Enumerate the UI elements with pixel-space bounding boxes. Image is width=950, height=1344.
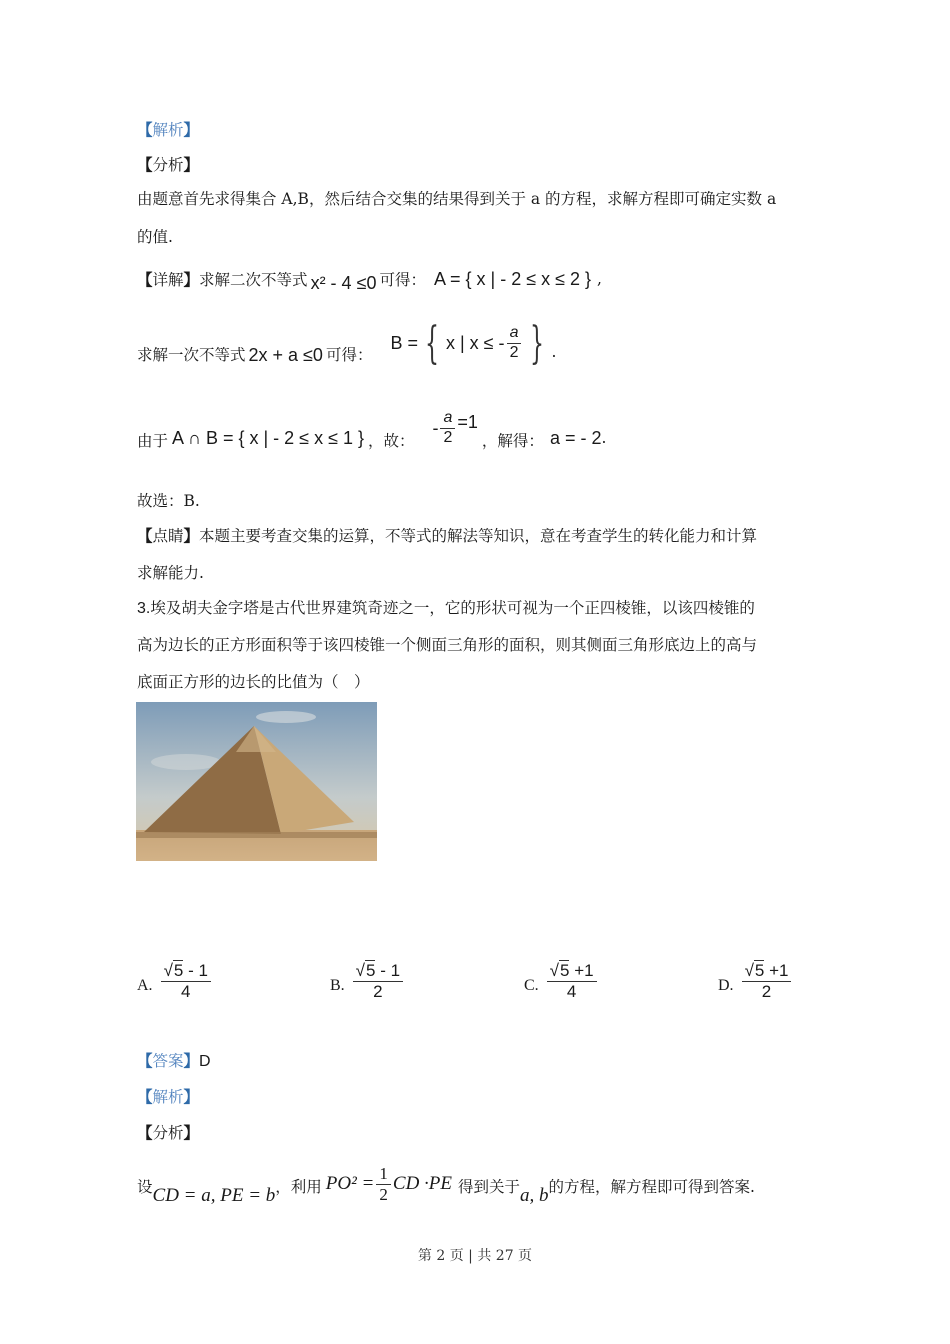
dianjing-label: 点睛 <box>152 527 184 545</box>
text: 由于 <box>137 432 169 451</box>
page-footer: 第 2 页 | 共 27 页 <box>417 1248 533 1264</box>
denominator: 2 <box>373 981 383 1001</box>
option-label: B. <box>330 977 345 995</box>
denominator: 2 <box>443 428 453 446</box>
bracket-close: 】 <box>183 120 200 139</box>
numerator-rest: - 1 <box>183 961 208 980</box>
guxuan-line: 故选：B. <box>137 492 200 510</box>
radicand: 5 <box>366 961 376 980</box>
denominator: 2 <box>509 344 519 361</box>
numerator-rest: +1 <box>569 961 594 980</box>
period: . <box>601 429 607 448</box>
cd-pe-expr: CD = a, PE = b <box>152 1185 276 1207</box>
ab-expr: a, b <box>520 1185 549 1207</box>
fenxi-formula-line <box>137 1164 755 1207</box>
fenxi-label: 分析 <box>152 156 184 174</box>
denominator: 4 <box>566 981 577 1001</box>
brace-open: { <box>425 318 439 369</box>
answer-label: 答案 <box>152 1052 184 1070</box>
brace-close: } <box>530 318 545 369</box>
intersection-line <box>137 409 607 451</box>
option-fraction <box>742 962 792 1001</box>
minus-sign: - <box>432 417 439 438</box>
equals-one: =1 <box>457 411 478 432</box>
text: 埃及胡夫金字塔是古代世界建筑奇迹之一，它的形状可视为一个正四棱锥，以该四棱锥的 <box>150 599 755 617</box>
inequality-expr: x² - 4 ≤0 <box>310 272 377 293</box>
xiangjie-line1: 【 详解 】 求解二次不等式 x² - 4 ≤0 可得： A = { x | - 2 ≤ x ≤ 2 } , <box>137 268 602 293</box>
radicand: 5 <box>173 961 184 980</box>
jiexi-label: 解析 <box>152 121 184 139</box>
intersection-expr: A ∩ B = { x | - 2 ≤ x ≤ 1 } <box>172 427 364 448</box>
cd-pe-product: CD ·PE <box>392 1173 452 1195</box>
option-label: C. <box>524 977 539 995</box>
pyramid-photo <box>136 702 377 861</box>
sqrt-icon: √ <box>163 961 173 980</box>
fenxi-heading: 【分析】 <box>137 155 200 174</box>
text: 求解二次不等式 <box>199 271 308 289</box>
option-label: A. <box>137 977 153 995</box>
text: ，故： <box>367 432 415 451</box>
numerator: 1 <box>376 1165 391 1185</box>
set-b-expr: x | x ≤ - <box>446 333 505 353</box>
set-a-expr: A = { x | - 2 ≤ x ≤ 2 } <box>433 268 591 289</box>
dianjing-line2: 求解能力. <box>137 564 204 582</box>
question3-line1 <box>137 596 755 618</box>
fenxi-line1: 由题意首先求得集合 A,B，然后结合交集的结果得到关于 a 的方程，求解方程即可确定实数 a <box>137 190 777 208</box>
option-fraction <box>353 962 403 1001</box>
option-label: D. <box>718 977 734 995</box>
numerator: a <box>440 410 455 429</box>
po-squared-expr: PO² = <box>325 1173 375 1195</box>
text: 求解一次不等式 <box>137 345 246 364</box>
half-fraction <box>376 1165 391 1204</box>
xiangjie-label: 详解 <box>152 271 184 289</box>
question3-line2: 高为边长的正方形面积等于该四棱锥一个侧面三角形的面积，则其侧面三角形底边上的高与 <box>137 636 758 654</box>
result-expr: a = - 2 <box>549 427 602 448</box>
dianjing-line1: 【点睛】本题主要考查交集的运算，不等式的解法等知识，意在考查学生的转化能力和计算 <box>137 526 758 545</box>
numerator-rest: - 1 <box>375 961 401 980</box>
jiexi-label: 解析 <box>152 1088 184 1106</box>
text: ，利用 <box>275 1178 322 1197</box>
numerator-rest: +1 <box>764 961 789 980</box>
comma: , <box>597 270 602 288</box>
jiexi-heading-2: 【解析】 <box>137 1087 200 1106</box>
set-b-prefix: B = <box>390 333 418 353</box>
denominator: 4 <box>181 981 191 1001</box>
text: 设 <box>137 1178 153 1197</box>
denominator: 2 <box>761 981 772 1001</box>
option-fraction <box>547 962 597 1001</box>
fraction <box>507 325 522 362</box>
numerator: a <box>507 325 522 344</box>
answer-value: D <box>199 1053 211 1070</box>
sqrt-icon: √ <box>744 961 754 980</box>
text: 可得： <box>379 271 426 289</box>
text: 可得： <box>325 345 373 364</box>
sqrt-icon: √ <box>549 961 560 980</box>
denominator: 2 <box>379 1184 388 1204</box>
bracket-open: 【 <box>137 120 153 139</box>
radicand: 5 <box>754 961 765 980</box>
option-d[interactable] <box>718 962 793 1001</box>
question3-line3: 底面正方形的边长的比值为（ ） <box>137 673 370 691</box>
fenxi-label: 分析 <box>152 1124 184 1142</box>
fenxi-heading-2: 【分析】 <box>137 1123 200 1142</box>
period: . <box>551 342 557 361</box>
text: 得到关于 <box>458 1178 521 1197</box>
text: ，解得： <box>481 432 544 451</box>
radicand: 5 <box>560 961 570 980</box>
option-a[interactable] <box>137 962 213 1001</box>
xiangjie-line2 <box>137 318 556 369</box>
option-c[interactable] <box>524 962 599 1001</box>
answer-line: 【答案】D <box>137 1051 211 1070</box>
option-b[interactable] <box>330 962 405 1001</box>
text: 的方程，解方程即可得到答案. <box>548 1178 755 1197</box>
text: 本题主要考查交集的运算，不等式的解法等知识，意在考查学生的转化能力和计算 <box>199 527 758 545</box>
option-fraction <box>161 962 211 1001</box>
question-number: 3. <box>137 600 151 617</box>
jiexi-heading <box>137 118 199 140</box>
fraction <box>440 410 455 447</box>
inequality-expr: 2x + a ≤0 <box>248 345 323 365</box>
fenxi-line2: 的值. <box>137 228 173 246</box>
sqrt-icon: √ <box>355 961 366 980</box>
